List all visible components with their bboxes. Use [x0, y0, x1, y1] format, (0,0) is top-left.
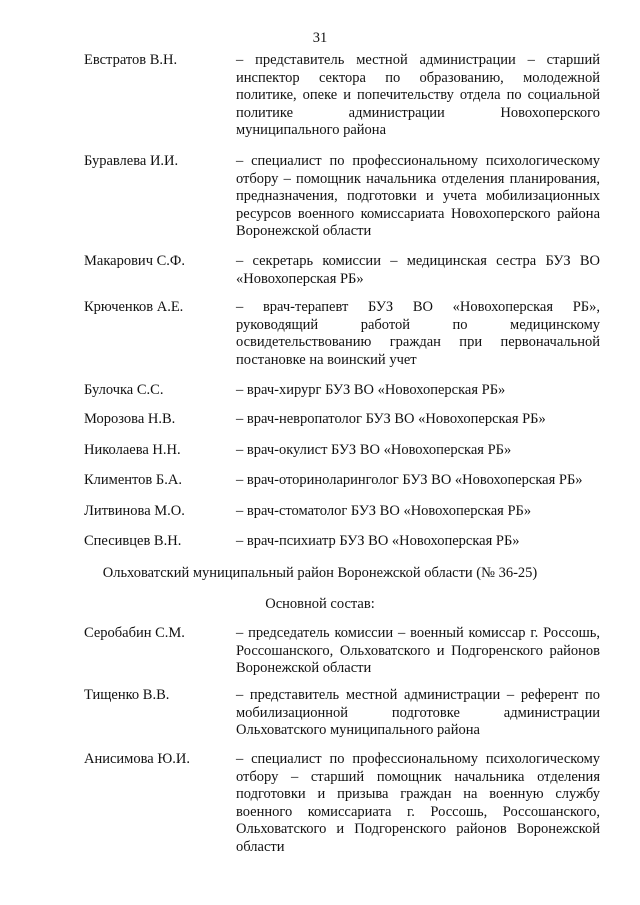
member-name: Крюченков А.Е. [84, 299, 184, 315]
member-role: – председатель комиссии – военный комиссар г. Россошь, Россошанского, Ольховатского и Подгоренского районов Воронежской области [236, 625, 600, 676]
commission-member [84, 442, 600, 460]
member-name: Литвинова М.О. [84, 503, 185, 519]
commission-member [84, 299, 600, 369]
commission-member [84, 687, 600, 740]
page-number: 31 [312, 30, 328, 46]
member-role: – специалист по профессиональному психологическому отбору – помощник начальника отделения планирования, предназначения, подготовки и учета мобилизационных ресурсов военного комиссариата Новохоперского района Воронежской области [236, 153, 600, 239]
member-name: Анисимова Ю.И. [84, 751, 190, 767]
member-name: Климентов Б.А. [84, 472, 182, 488]
member-role: – врач-психиатр БУЗ ВО «Новохоперская РБ» [236, 533, 520, 549]
member-name: Буравлева И.И. [84, 153, 179, 169]
commission-member [84, 253, 600, 288]
member-role: – врач-невропатолог БУЗ ВО «Новохоперская РБ» [236, 411, 546, 427]
member-role: – представитель местной администрации – референт по мобилизационной подготовке администрации Ольховатского муниципального района [236, 687, 600, 738]
member-name: Евстратов В.Н. [84, 52, 178, 68]
commission-member [84, 382, 600, 400]
member-role: – врач-стоматолог БУЗ ВО «Новохоперская РБ» [236, 503, 532, 519]
commission-member [84, 52, 600, 140]
commission-member [84, 503, 600, 521]
member-name: Булочка С.С. [84, 382, 164, 398]
member-role: – представитель местной администрации – старший инспектор сектора по образованию, молодежной политике, опеке и попечительству отдела по социальной политике администрации Новохоперского муниципального района [236, 52, 600, 138]
member-role: – врач-терапевт БУЗ ВО «Новохоперская РБ», руководящий работой по медицинскому освидетельствованию граждан при первоначальной постановке на воинский учет [236, 299, 600, 368]
member-role: – врач-окулист БУЗ ВО «Новохоперская РБ» [236, 442, 512, 458]
member-name: Спесивцев В.Н. [84, 533, 182, 549]
commission-member [84, 472, 600, 490]
member-name: Николаева Н.Н. [84, 442, 181, 458]
commission-member [84, 751, 600, 856]
district-heading: Ольховатский муниципальный район Воронежской области (№ 36-25) [102, 565, 538, 581]
member-role: – врач-оториноларинголог БУЗ ВО «Новохоперская РБ» [236, 472, 583, 488]
member-name: Серобабин С.М. [84, 625, 185, 641]
composition-heading: Основной состав: [265, 596, 375, 612]
commission-member [84, 411, 600, 429]
member-name: Морозова Н.В. [84, 411, 176, 427]
member-role: – секретарь комиссии – медицинская сестра БУЗ ВО «Новохоперская РБ» [236, 253, 600, 287]
member-role: – врач-хирург БУЗ ВО «Новохоперская РБ» [236, 382, 506, 398]
member-name: Тищенко В.В. [84, 687, 170, 703]
commission-member [84, 625, 600, 678]
member-name: Макарович С.Ф. [84, 253, 185, 269]
commission-member [84, 153, 600, 241]
member-role: – специалист по профессиональному психологическому отбору – старший помощник начальника отделения подготовки и призыва граждан на военную службу военного комиссариата г. Россошь, Россошанского, Ольховатского и Подгоренского районов Воронежской области [236, 751, 600, 855]
commission-member [84, 533, 600, 551]
